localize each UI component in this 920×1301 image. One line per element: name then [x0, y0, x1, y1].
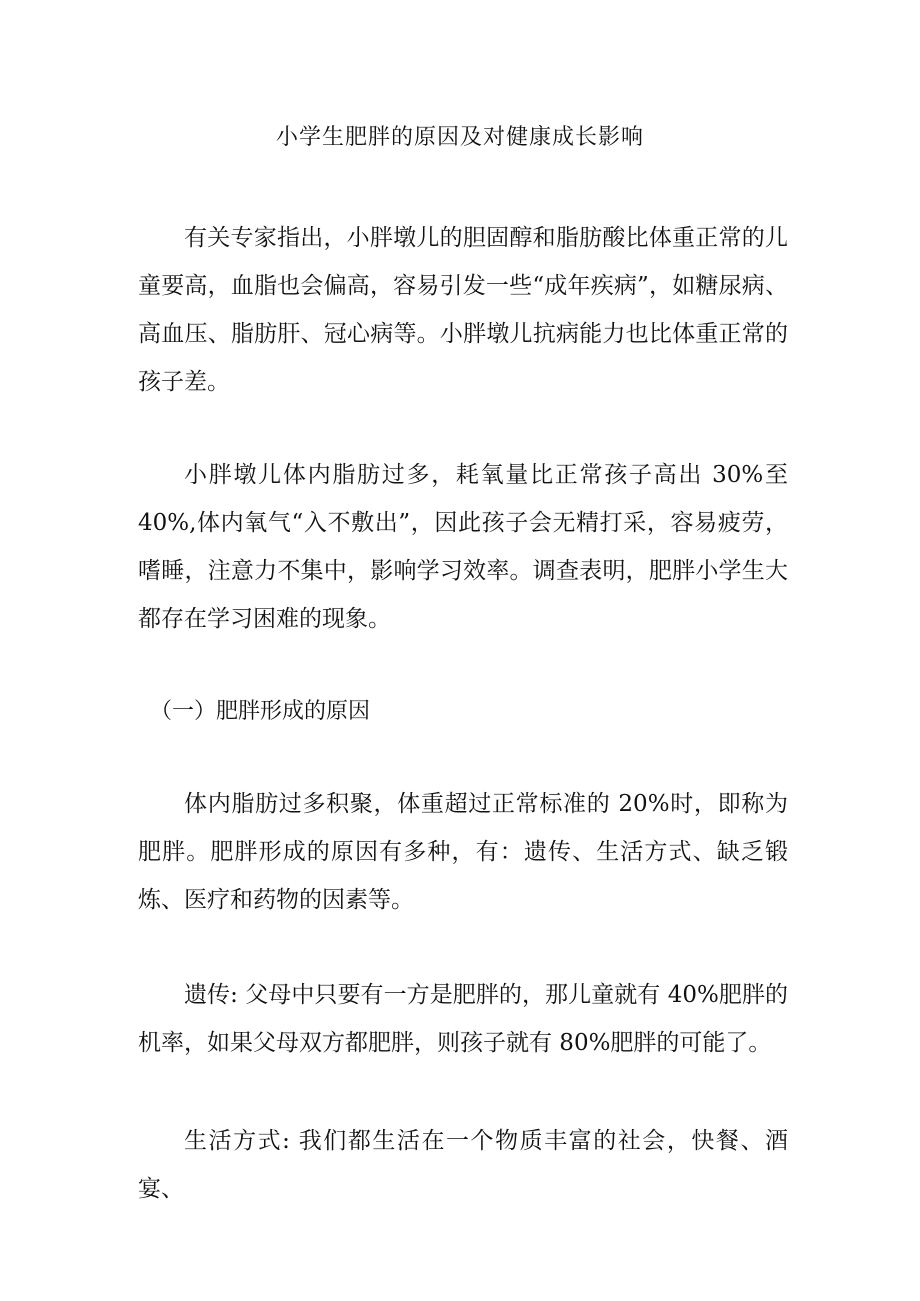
document-title: 小学生肥胖的原因及对健康成长影响 — [275, 125, 644, 150]
heredity-label: 遗传: — [184, 982, 238, 1008]
paragraph-lifestyle — [138, 1117, 788, 1213]
paragraph-learning-impact: 小胖墩儿体内脂肪过多，耗氧量比正常孩子高出 30%至40%,体内氧气“入不敷出”，因此孩子会无精打采，容易疲劳，嗜睡，注意力不集中，影响学习效率。调查表明，肥胖小学生大都存在学习困难的现象。 — [138, 462, 788, 632]
section-heading-causes: （一）肥胖形成的原因 — [150, 699, 371, 724]
paragraph-obesity-definition: 体内脂肪过多积聚，体重超过正常标准的 20%时，即称为肥胖。肥胖形成的原因有多种，有：遗传、生活方式、缺乏锻炼、医疗和药物的因素等。 — [138, 791, 788, 913]
paragraph-heredity — [138, 971, 788, 1067]
lifestyle-label: 生活方式: — [184, 1128, 290, 1154]
heredity-text: 父母中只要有一方是肥胖的，那儿童就有 40%肥胖的机率，如果父母双方都肥胖，则孩子就有 80%肥胖的可能了。 — [138, 982, 788, 1056]
lifestyle-text: 我们都生活在一个物质丰富的社会，快餐、酒宴、 — [138, 1128, 788, 1202]
paragraph-health-risks: 有关专家指出，小胖墩儿的胆固醇和脂肪酸比体重正常的儿童要高，血脂也会偏高，容易引发一些“成年疾病”，如糖尿病、高血压、脂肪肝、冠心病等。小胖墩儿抗病能力也比体重正常的孩子差。 — [138, 225, 788, 395]
